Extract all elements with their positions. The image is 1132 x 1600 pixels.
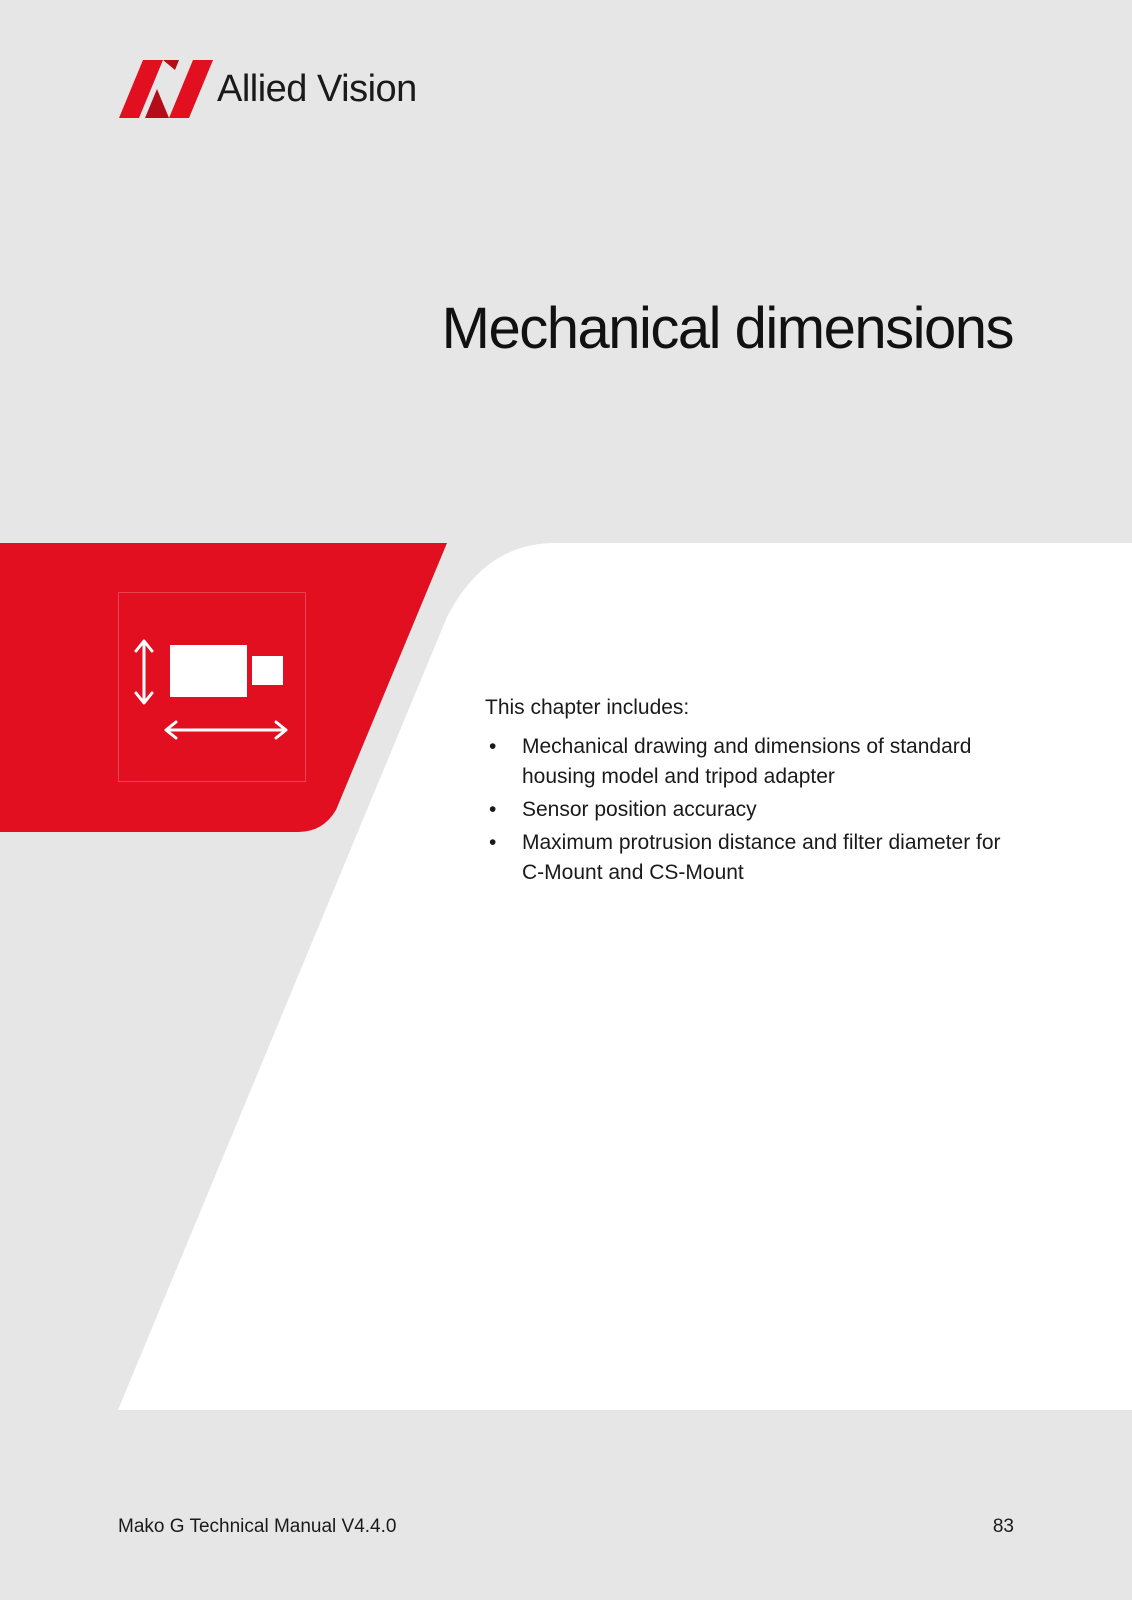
bullet-icon: • (489, 735, 497, 758)
camera-dimensions-icon (119, 593, 307, 783)
list-item (485, 732, 1025, 792)
footer-page-number: 83 (992, 1516, 1014, 1537)
chapter-topics-list (485, 732, 1025, 888)
list-item-text: Mechanical drawing and dimensions of standard housing model and tripod adapter (522, 735, 972, 788)
brand-name: Allied Vision (217, 68, 417, 110)
bullet-icon: • (489, 798, 497, 821)
bullet-icon: • (489, 831, 497, 854)
allied-vision-logo (117, 58, 431, 120)
footer-document-title: Mako G Technical Manual V4.4.0 (118, 1516, 397, 1537)
logo-mark-icon (117, 58, 217, 120)
list-item (485, 795, 1025, 825)
chapter-icon-box (118, 592, 306, 782)
list-item-text: Sensor position accuracy (522, 798, 757, 821)
chapter-summary (485, 693, 1025, 891)
list-item-text: Maximum protrusion distance and filter diameter for C-Mount and CS-Mount (522, 831, 1001, 884)
chapter-title: Mechanical dimensions (441, 296, 1013, 361)
list-item (485, 828, 1025, 888)
chapter-intro: This chapter includes: (485, 696, 690, 719)
